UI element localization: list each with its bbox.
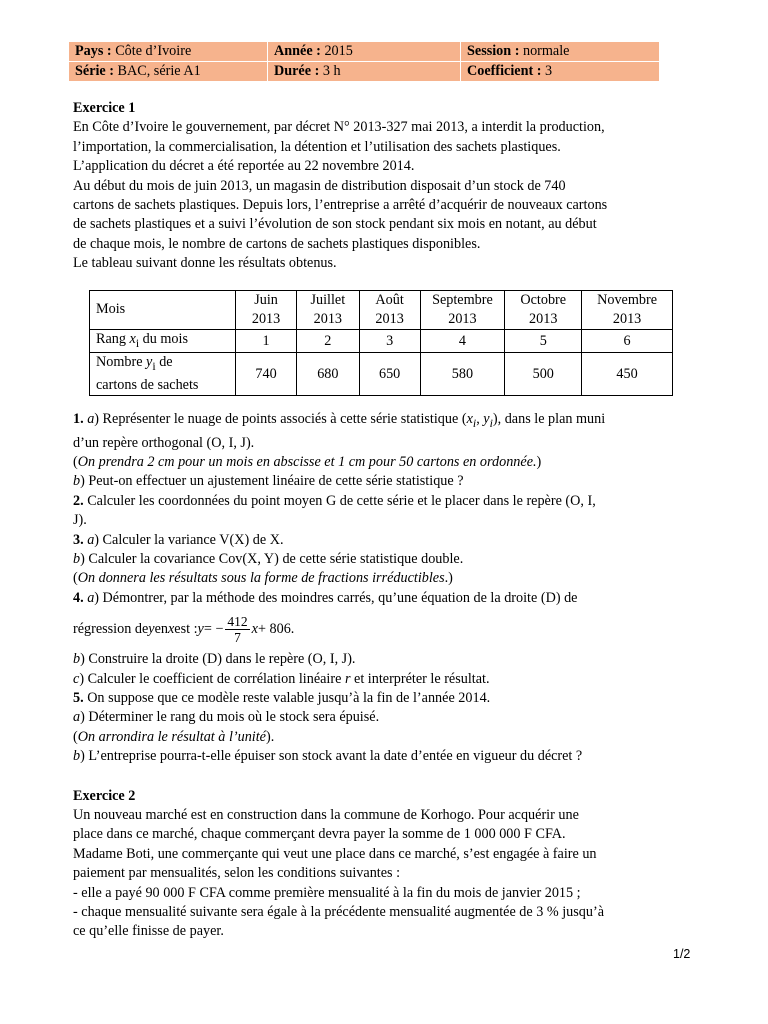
fraction-denominator: 7: [234, 629, 241, 645]
count-label: cartons de sachets: [96, 377, 199, 394]
page-number: 1/2: [673, 947, 691, 961]
exercise-2-line: ce qu’elle finisse de payer.: [73, 923, 224, 940]
document-body: [73, 99, 673, 942]
intro-line: l’importation, la commercialisation, la détention et l’utilisation des sachets plastiques.: [73, 138, 561, 155]
var-y: y: [483, 411, 490, 428]
question-1b: [73, 472, 673, 491]
table-cell-count: 680: [296, 353, 359, 396]
month-year: 2013: [251, 310, 281, 327]
table-cell-count: 450: [582, 353, 673, 396]
question-letter: c: [73, 670, 80, 687]
question-text: ) Calculer le coefficient de corrélation linéaire: [79, 670, 345, 687]
note-text: On prendra 2 cm pour un mois en abscisse et 1 cm pour 50 cartons en ordonnée.: [77, 453, 537, 470]
exercise-2-line: - chaque mensualité suivante sera égale à la précédente mensualité augmentée de 3 % jusqu’à: [73, 904, 605, 921]
paren: ).: [265, 728, 275, 745]
header-value: BAC, série A1: [117, 63, 201, 79]
table-cell-month: [505, 290, 582, 329]
paren: (: [73, 570, 78, 587]
question-text: est :: [174, 620, 198, 637]
intro-line: En Côte d’Ivoire le gouvernement, par décret N° 2013-327 mai 2013, a interdit la production,: [73, 119, 605, 136]
intro-line: L’application du décret a été reportée au 22 novembre 2014.: [73, 158, 415, 175]
table-cell-rank: 4: [420, 329, 505, 353]
table-cell-count: 740: [236, 353, 297, 396]
question-5: [73, 689, 673, 708]
subscript-i: i: [152, 359, 156, 374]
month-year: 2013: [313, 310, 343, 327]
question-2-line2: J).: [73, 512, 87, 529]
month-year: 2013: [375, 310, 404, 327]
question-letter: b: [73, 748, 81, 765]
exercise-2-line: - elle a payé 90 000 F CFA comme première mensualité à la fin du mois de janvier 2015 ;: [73, 884, 581, 901]
question-text: ) Peut-on effectuer un ajustement linéaire de cette série statistique ?: [80, 473, 464, 490]
question-number: 4.: [73, 589, 84, 606]
question-letter: a: [87, 411, 95, 428]
month-name: Septembre: [432, 291, 493, 308]
paren: ): [536, 453, 542, 470]
question-letter: a: [73, 709, 81, 726]
section-gap: [73, 767, 673, 787]
formula-rest: + 806.: [257, 620, 295, 637]
question-text: régression de: [73, 620, 149, 637]
question-letter: b: [73, 473, 81, 490]
header-label: Pays :: [75, 43, 112, 59]
question-text: Calculer les coordonnées du point moyen G de cette série et le placer dans le repère (O, I,: [83, 492, 596, 509]
regression-formula-line: [73, 608, 673, 650]
stock-data-table: [89, 290, 673, 397]
header-value: Côte d’Ivoire: [115, 43, 192, 59]
header-label: Session :: [467, 43, 520, 59]
var-x: x: [466, 411, 473, 428]
header-value: 2015: [324, 43, 353, 59]
question-text: ) Calculer la variance V(X) de X.: [94, 531, 284, 548]
exam-header-table: [68, 41, 660, 82]
var-x: x: [167, 620, 175, 637]
question-letter: b: [73, 550, 81, 567]
exercise-2-line: Madame Boti, une commerçante qui veut une place dans ce marché, s’est engagée à faire un: [73, 845, 597, 862]
question-text: ) Calculer la covariance Cov(X, Y) de cette série statistique double.: [80, 550, 464, 567]
question-1a-note: [73, 453, 673, 472]
header-year: [268, 42, 461, 62]
month-year: 2013: [529, 310, 558, 327]
header-country: [69, 42, 268, 62]
question-text: On suppose que ce modèle reste valable jusqu’à la fin de l’année 2014.: [83, 690, 491, 707]
month-name: Juillet: [310, 291, 346, 308]
month-name: Novembre: [597, 291, 657, 308]
month-year: 2013: [612, 310, 642, 327]
table-cell-rank: 3: [359, 329, 420, 353]
var-y: y: [148, 620, 155, 637]
table-cell-month: [236, 290, 297, 329]
note-text: On donnera les résultats sous la forme de fractions irréductibles: [77, 570, 445, 587]
table-cell-month: [359, 290, 420, 329]
header-series: [69, 62, 268, 82]
note-text: On arrondira le résultat à l’unité: [77, 728, 266, 745]
table-cell-rank: 6: [582, 329, 673, 353]
intro-line: cartons de sachets plastiques. Depuis lors, l’entreprise a arrêté d’acquérir de nouveaux cartons: [73, 197, 608, 214]
table-header-rank: [90, 329, 236, 353]
count-label: de: [155, 354, 173, 371]
question-2: [73, 492, 673, 511]
month-name: Août: [375, 291, 404, 308]
table-row-count: [90, 353, 673, 396]
count-label: Nombre: [96, 354, 147, 371]
table-cell-count: 650: [359, 353, 420, 396]
fraction-numerator: 412: [227, 613, 248, 629]
paren: .): [444, 570, 453, 587]
header-label: Série :: [75, 63, 114, 79]
intro-line: de sachets plastiques et a suivi l’évolution de son stock pendant six mois en notant, au début: [73, 216, 597, 233]
exercise-2-title: Exercice 2: [73, 787, 136, 804]
header-label: Durée :: [274, 63, 320, 79]
question-4b: [73, 650, 673, 669]
question-text: ) Déterminer le rang du mois où le stock sera épuisé.: [80, 709, 380, 726]
intro-line: Au début du mois de juin 2013, un magasin de distribution disposait d’un stock de 740: [73, 177, 566, 194]
table-cell-count: 580: [420, 353, 505, 396]
header-row-1: [69, 42, 660, 62]
header-value: normale: [522, 43, 570, 59]
intro-line: Le tableau suivant donne les résultats obtenus.: [73, 255, 337, 272]
formula-x: x: [251, 620, 258, 637]
header-session: [461, 42, 660, 62]
table-header-mois: Mois: [90, 290, 236, 329]
question-letter: b: [73, 651, 81, 668]
header-value: 3: [545, 63, 553, 79]
question-number: 2.: [73, 492, 84, 509]
question-letter: a: [87, 589, 95, 606]
exercise-2-line: paiement par mensualités, selon les conditions suivantes :: [73, 865, 401, 882]
header-coefficient: [461, 62, 660, 82]
subscript-i: i: [489, 416, 493, 431]
table-cell-month: [296, 290, 359, 329]
header-row-2: [69, 62, 660, 82]
question-4a: [73, 589, 673, 608]
exercise-1-title: Exercice 1: [73, 100, 136, 116]
table-cell-rank: 2: [296, 329, 359, 353]
question-text: ), dans le plan muni: [492, 411, 606, 428]
question-1a: [73, 410, 673, 433]
header-label: Coefficient :: [467, 63, 542, 79]
month-year: 2013: [448, 310, 477, 327]
question-number: 1.: [73, 411, 84, 428]
paren: (: [73, 453, 78, 470]
question-text: ) Démontrer, par la méthode des moindres carrés, qu’une équation de la droite (D) de: [94, 589, 578, 606]
question-1a-line2: d’un repère orthogonal (O, I, J).: [73, 434, 255, 451]
header-duration: [268, 62, 461, 82]
subscript-i: i: [472, 416, 477, 431]
subscript-i: i: [135, 335, 140, 350]
var-r: r: [344, 670, 351, 687]
header-label: Année :: [274, 43, 321, 59]
question-5b: [73, 747, 673, 766]
month-name: Octobre: [520, 291, 567, 308]
table-header-count: [90, 353, 236, 396]
table-cell-month: [582, 290, 673, 329]
intro-line: de chaque mois, le nombre de cartons de sachets plastiques disponibles.: [73, 235, 481, 252]
question-text: et interpréter le résultat.: [350, 670, 490, 687]
question-text: ) Construire la droite (D) dans le repère (O, I, J).: [80, 651, 356, 668]
question-text: en: [154, 620, 168, 637]
var-x: x: [129, 330, 136, 347]
question-3b: [73, 550, 673, 569]
header-value: 3 h: [322, 63, 341, 79]
question-3-note: [73, 569, 673, 588]
table-row-rank: [90, 329, 673, 353]
table-row-months: [90, 290, 673, 329]
exercise-2-line: place dans ce marché, chaque commerçant devra payer la somme de 1 000 000 F CFA.: [73, 826, 566, 843]
question-3a: [73, 531, 673, 550]
question-text: ,: [476, 411, 484, 428]
question-text: ) L’entreprise pourra-t-elle épuiser son stock avant la date d’entée en vigueur du décret ?: [80, 748, 583, 765]
question-text: ) Représenter le nuage de points associés à cette série statistique (: [94, 411, 467, 428]
question-4c: [73, 670, 673, 689]
question-letter: a: [87, 531, 95, 548]
formula-equals: = −: [203, 620, 224, 637]
paren: (: [73, 728, 78, 745]
rank-label: du mois: [139, 330, 188, 347]
question-5a-note: [73, 728, 673, 747]
rank-label: Rang: [96, 330, 130, 347]
table-cell-month: [420, 290, 505, 329]
table-cell-rank: 5: [505, 329, 582, 353]
question-number: 5.: [73, 690, 84, 707]
var-y: y: [146, 354, 153, 371]
exercise-2-line: Un nouveau marché est en construction dans la commune de Korhogo. Pour acquérir une: [73, 807, 579, 824]
question-number: 3.: [73, 531, 84, 548]
formula-y: y: [197, 620, 204, 637]
table-cell-rank: 1: [236, 329, 297, 353]
formula-fraction: [225, 614, 249, 645]
month-name: Juin: [254, 291, 278, 308]
question-5a: [73, 708, 673, 727]
table-cell-count: 500: [505, 353, 582, 396]
